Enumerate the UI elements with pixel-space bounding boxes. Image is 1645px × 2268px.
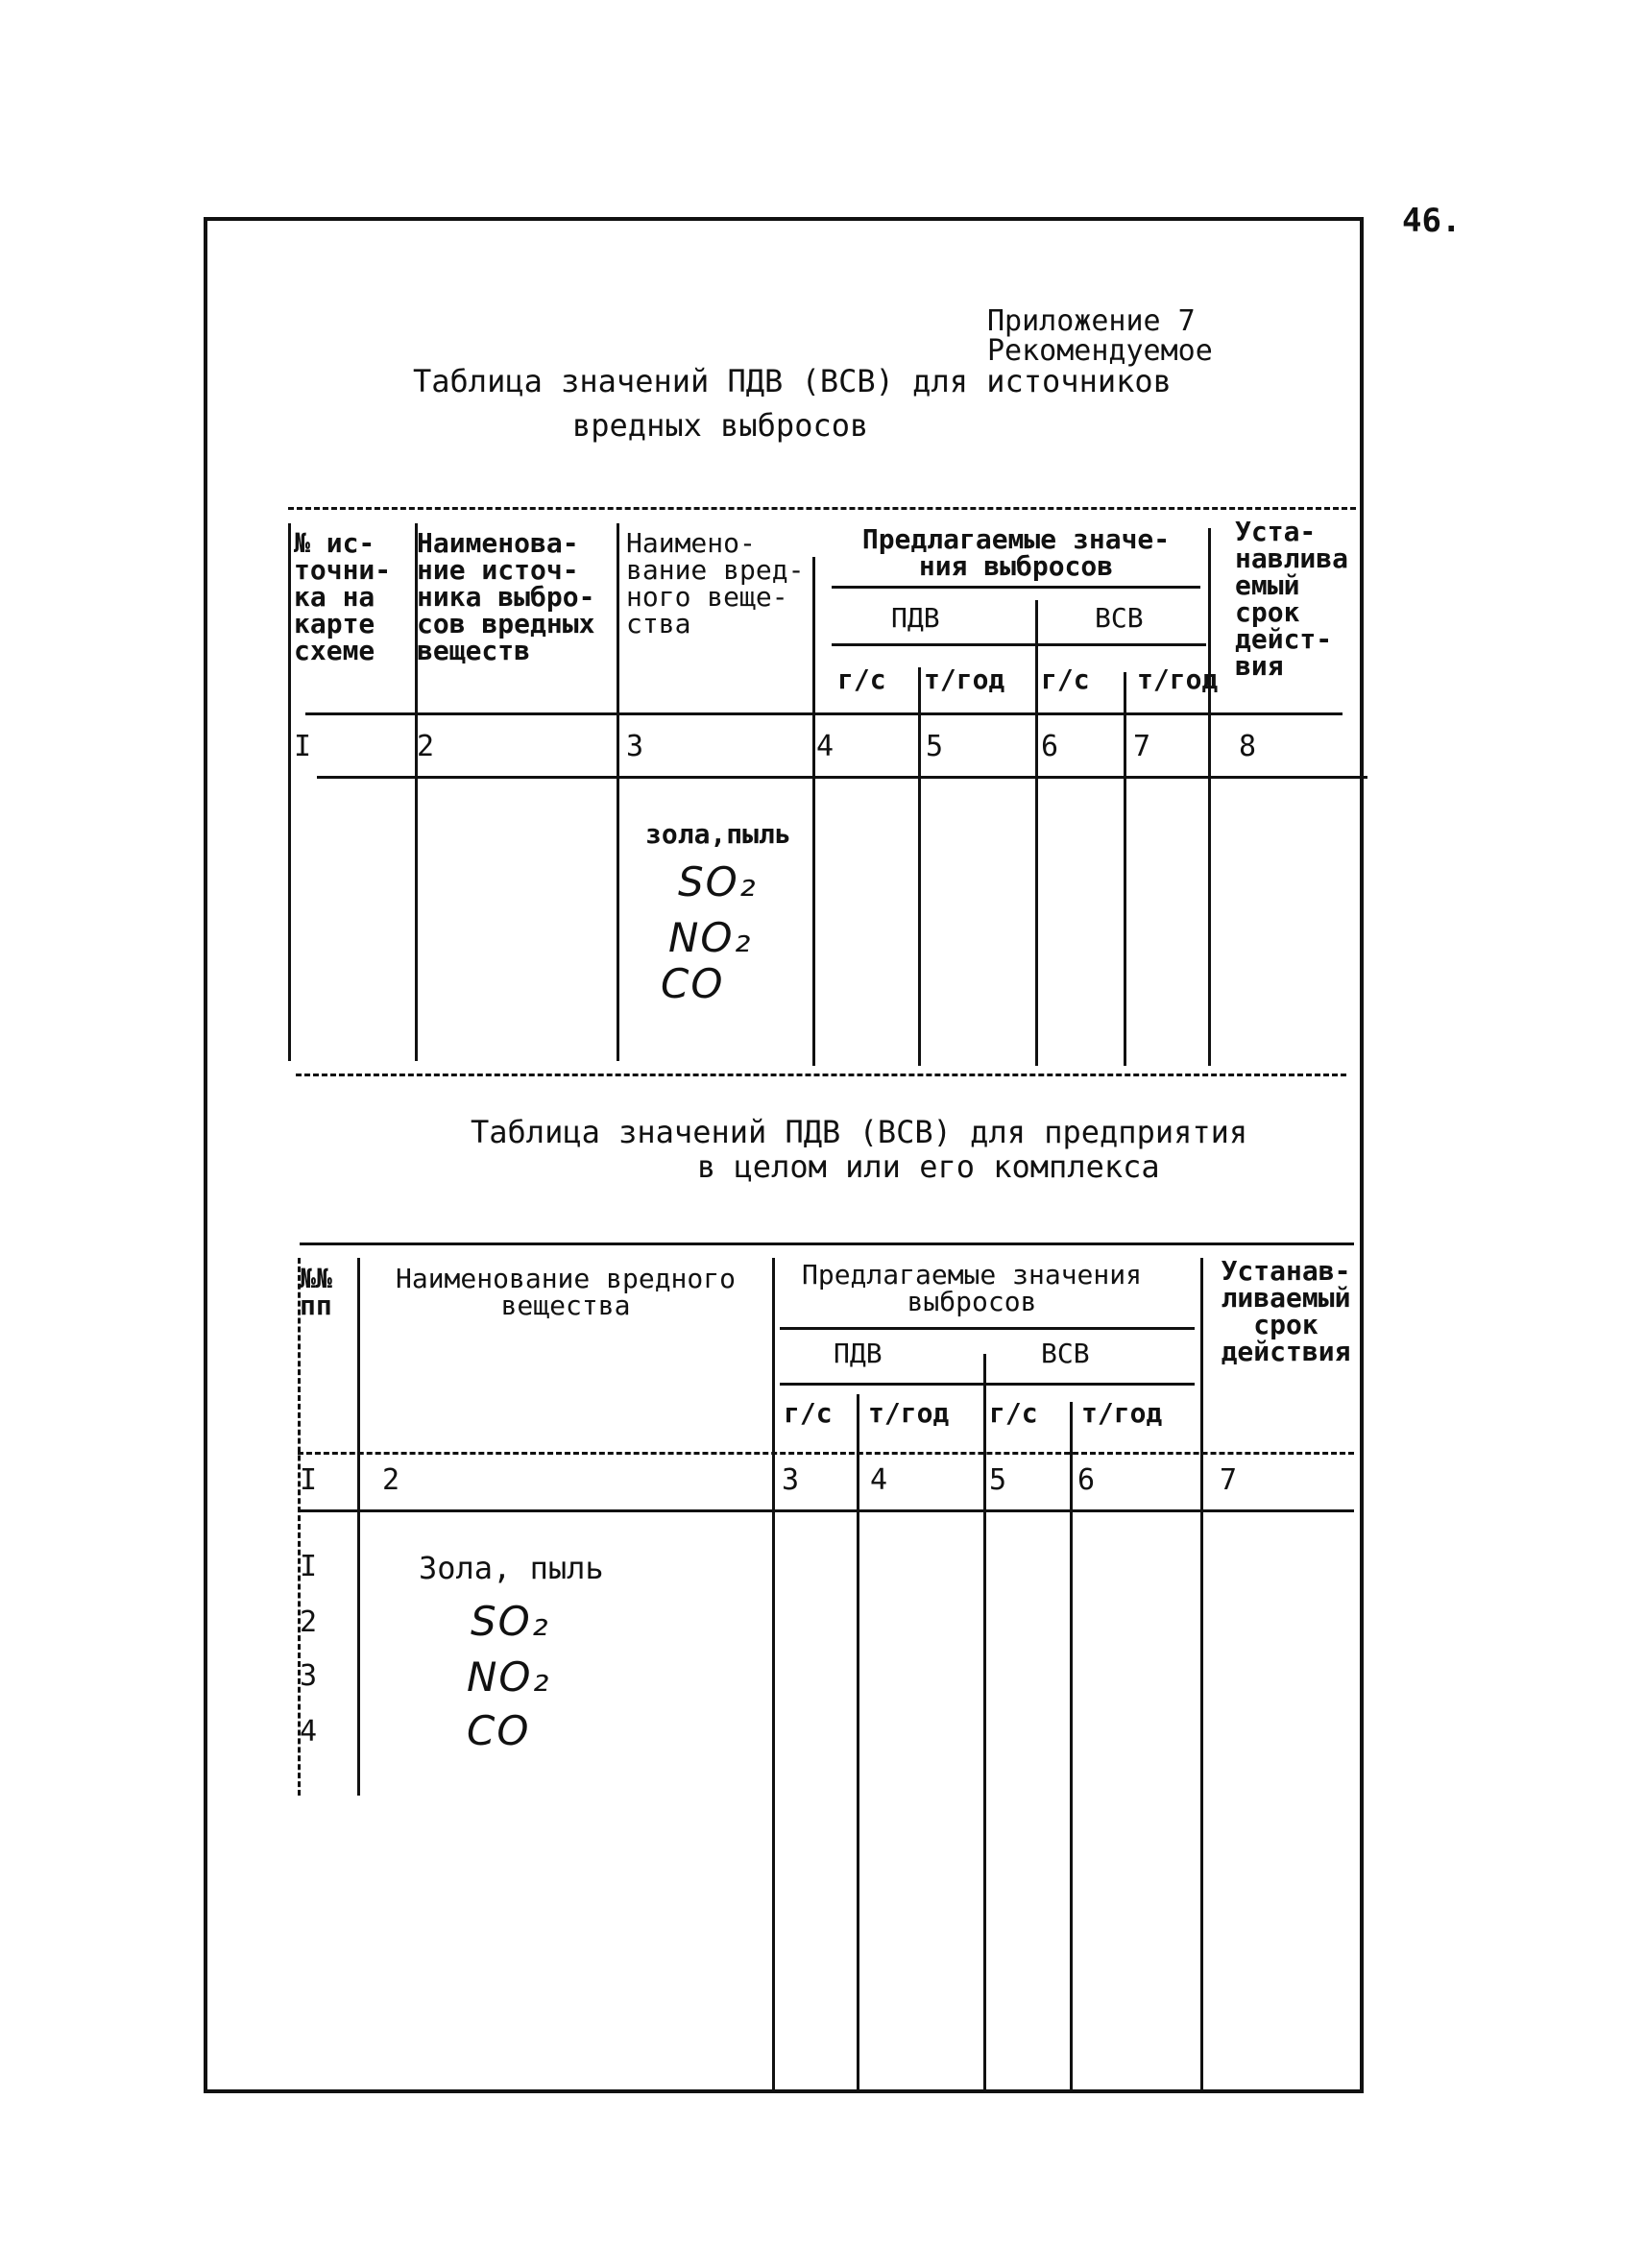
appendix-line-1: Приложение 7: [987, 304, 1196, 338]
table1-col-number: 3: [626, 730, 644, 763]
table1-substance-printed: зола,пыль: [645, 818, 791, 850]
table1-substance-handwritten: SO₂: [678, 858, 758, 905]
table1-title-line1: Таблица значений ПДВ (ВСВ) для источников: [413, 363, 1172, 399]
table2-col-number: 3: [782, 1463, 800, 1497]
table1-title-line2: вредных выбросов: [572, 407, 869, 444]
table1-col-number: 4: [816, 730, 835, 763]
table1-col-number: 5: [926, 730, 944, 763]
table2-title-line2: в целом или его комплекса: [697, 1148, 1160, 1185]
table1-header-source-no: № ис- точни- ка на карте схеме: [294, 527, 392, 666]
table1-col-number: 2: [417, 730, 435, 763]
table2-col-number: 6: [1077, 1463, 1096, 1497]
table2-row-no: I: [300, 1550, 318, 1583]
table1-header-gs-2: г/с: [1041, 664, 1090, 695]
table1-col-number: 8: [1239, 730, 1257, 763]
table1-col-number: I: [294, 730, 312, 763]
table1-header-ty-2: т/год: [1137, 664, 1219, 695]
table2-col-number: 4: [870, 1463, 888, 1497]
table2-header-vsv: ВСВ: [1041, 1338, 1090, 1369]
table1-header-substance: Наимено- вание вред- ного веще- ства: [626, 527, 805, 639]
table2-header-gs-2: г/с: [989, 1397, 1038, 1429]
page-number: 46.: [1402, 202, 1462, 240]
table2-header-pdv: ПДВ: [834, 1338, 883, 1369]
table2-col-number: 7: [1220, 1463, 1238, 1497]
table2-row-substance: NO₂: [467, 1653, 551, 1701]
table1-header-vsv: ВСВ: [1095, 602, 1144, 634]
table1-col-number: 7: [1133, 730, 1151, 763]
table2-header-ty-2: т/год: [1081, 1397, 1163, 1429]
table2-header-proposed: Предлагаемые значения выбросов: [801, 1259, 1142, 1317]
table1-header-source-name: Наименова- ние источ- ника выбро- сов вредных веществ: [417, 527, 595, 666]
table2-header-gs-1: г/с: [784, 1397, 833, 1429]
table2-row-no: 4: [300, 1715, 318, 1749]
table2-row-substance: Зола, пыль: [419, 1550, 604, 1586]
table2-header-ty-1: т/год: [868, 1397, 950, 1429]
table1-header-proposed: Предлагаемые значе- ния выбросов: [861, 523, 1171, 582]
table2-header-no: №№ пп: [300, 1263, 332, 1321]
table2-col-number: 5: [989, 1463, 1007, 1497]
table2-col-number: I: [300, 1463, 318, 1497]
table2-row-no: 2: [300, 1605, 318, 1639]
appendix-label: [987, 305, 1213, 367]
table2-row-substance: CO: [467, 1707, 531, 1754]
table2-row-no: 3: [300, 1659, 318, 1693]
table2-header-term: Устанав- ливаемый срок действия: [1221, 1255, 1351, 1367]
table1-header-gs-1: г/с: [837, 664, 886, 695]
table1-substance-handwritten: NO₂: [668, 914, 753, 961]
table2-row-substance: SO₂: [471, 1598, 550, 1645]
table2-col-number: 2: [382, 1463, 400, 1497]
table1-substance-handwritten: CO: [661, 960, 725, 1007]
table1-header-pdv: ПДВ: [891, 602, 940, 634]
table2-header-substance: Наименование вредного вещества: [395, 1263, 736, 1321]
table2-title-line1: Таблица значений ПДВ (ВСВ) для предприятия: [471, 1114, 1248, 1150]
table1-header-ty-1: т/год: [924, 664, 1005, 695]
appendix-line-2: Рекомендуемое: [987, 334, 1213, 368]
table1-col-number: 6: [1041, 730, 1059, 763]
table1-header-term: Уста- навлива емый срок дейст- вия: [1235, 516, 1349, 682]
